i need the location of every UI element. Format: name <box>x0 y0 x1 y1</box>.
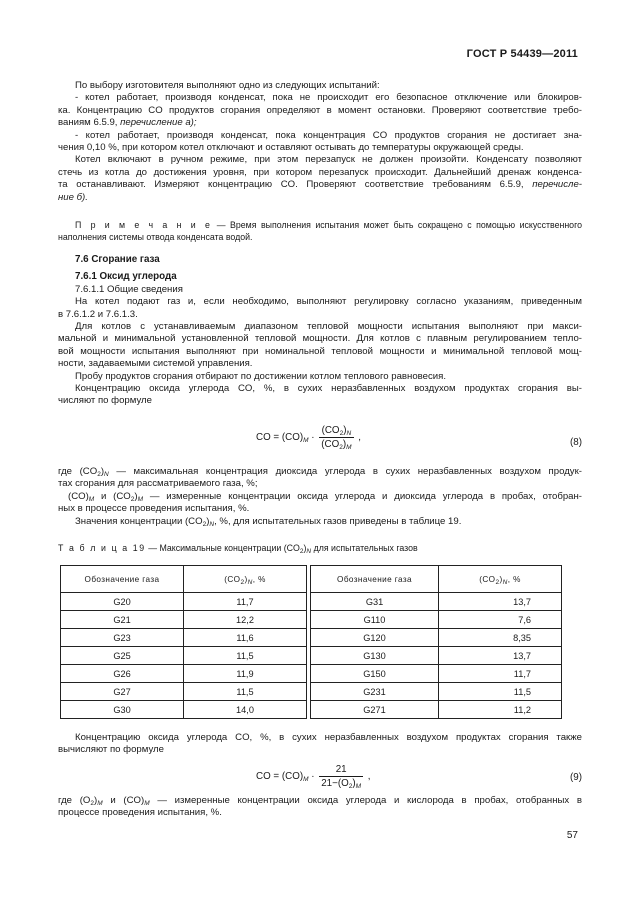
text-run: ) <box>134 490 138 502</box>
paragraph-line: Пробу продуктов сгорания отбирают по достижении котлом теплового равновесия. <box>75 370 446 382</box>
intro-line <box>58 192 582 204</box>
table-caption <box>58 543 418 553</box>
explanation-line: тах сгорания для рассматриваемого газа, %; <box>58 478 258 490</box>
explanation-line: ных в процессе проведения испытания, %. <box>58 503 250 515</box>
gas-cell: G231 <box>311 683 439 701</box>
fraction-numerator: 21 <box>319 764 363 777</box>
intro-line: По выбору изготовителя выполняют одно из следующих испытаний: <box>75 80 380 91</box>
paragraph-line: числяют по формуле <box>58 395 152 407</box>
table-row <box>61 611 562 629</box>
text-run: ) <box>94 795 98 806</box>
text-run: (CO <box>321 425 340 436</box>
explanation-line <box>58 491 582 503</box>
paragraph-line: Концентрацию оксида углерода CO, %, в сухих неразбавленных воздухом продуктах сгорания вы- <box>75 383 582 395</box>
text-run: — Время выполнения испытания может быть сокращено с помощью искусственного <box>212 220 582 230</box>
table-row <box>61 683 562 701</box>
header-gas-left: Обозначение газа <box>61 566 184 593</box>
explanation-line <box>58 516 582 528</box>
italic-run: перечисле- <box>532 179 582 191</box>
header-conc-right <box>439 566 562 593</box>
note-label: П р и м е ч а н и е <box>75 220 213 230</box>
subscript: N <box>247 578 253 586</box>
fraction-denominator <box>319 777 363 789</box>
subscript: M <box>144 800 150 807</box>
value-cell: 11,9 <box>184 665 307 683</box>
intro-line: - котел работает, производя конденсат, пока не происходит его безопасное отключение или блокиров- <box>75 92 582 104</box>
gas-cell: G120 <box>311 629 439 647</box>
formula-subscript: M <box>346 444 352 451</box>
explanation-line <box>58 795 582 807</box>
gas-cell: G30 <box>61 701 184 719</box>
table-19 <box>60 565 562 719</box>
gas-cell: G27 <box>61 683 184 701</box>
text-run: и (CO <box>94 490 131 502</box>
text-run: — измеренные концентрации оксида углерода и диоксида углерода в пробах, отобран- <box>143 490 582 502</box>
subsubsection-title: 7.6.1.1 Общие сведения <box>75 283 183 295</box>
paragraph-line: мальной и минимальной установленной тепловой мощности. Для котлов с плавным регулированием тепло- <box>58 333 582 345</box>
text-run: ) <box>343 425 347 436</box>
intro-line: - котел работает, производя конденсат, пока концентрация CO продуктов сгорания не достигает зна- <box>75 129 582 141</box>
text-run: и (CO) <box>102 795 145 806</box>
gas-cell: G110 <box>311 611 439 629</box>
value-cell: 14,0 <box>184 701 307 719</box>
text-run: ) <box>303 543 307 553</box>
document-header: ГОСТ Р 54439—2011 <box>466 48 578 60</box>
subscript: M <box>88 495 95 503</box>
formula-lhs: CO = (CO) <box>256 771 304 783</box>
value-cell: 11,5 <box>184 683 307 701</box>
text-run: , %, для испытательных газов приведены в таблице 19. <box>214 515 462 527</box>
intro-line <box>58 117 582 129</box>
text-run: ваниям 6.5.9, <box>58 117 121 129</box>
formula-subscript: M <box>303 437 309 445</box>
text-run: где (O <box>58 795 91 806</box>
note-line <box>58 219 582 231</box>
text-run: (CO <box>321 439 340 450</box>
formula-subscript: 2 <box>339 444 343 451</box>
gas-cell: G25 <box>61 647 184 665</box>
text-run: та останавливают. Измеряют концентрацию CO. Проверяют соответствие требованиям 6.5.9, <box>58 179 533 191</box>
paragraph-line: Концентрацию оксида углерода CO, %, в сухих неразбавленных воздухом продуктах сгорания также <box>75 732 582 743</box>
explanation-line <box>58 466 582 478</box>
subscript: N <box>209 520 215 528</box>
table-row <box>61 593 562 611</box>
gas-cell: G20 <box>61 593 184 611</box>
formula-operator: · <box>308 432 318 444</box>
text-run: (CO <box>224 574 241 584</box>
table-header-row <box>61 566 562 593</box>
formula-fraction <box>319 764 363 789</box>
text-run: для испытательных газов <box>311 543 418 553</box>
value-cell: 11,7 <box>439 665 562 683</box>
subscript: 2 <box>299 548 304 555</box>
value-cell: 11,5 <box>439 683 562 701</box>
text-run: Значения концентрации (CO <box>75 515 203 527</box>
intro-block <box>58 80 582 204</box>
table-row <box>61 701 562 719</box>
subscript: M <box>137 495 144 503</box>
text-run: ) <box>342 439 347 450</box>
table-row <box>61 647 562 665</box>
formula-subscript: M <box>355 783 362 790</box>
section-title: 7.6 Сгорание газа <box>75 254 160 265</box>
value-cell: 7,6 <box>439 611 562 629</box>
formula-fraction <box>319 425 353 450</box>
value-cell: 13,7 <box>439 647 562 665</box>
formula-8-explanation <box>58 466 582 528</box>
gas-cell: G31 <box>311 593 439 611</box>
text-run: 21−(O <box>321 778 349 789</box>
section-7-6 <box>58 254 582 408</box>
table-row <box>61 629 562 647</box>
paragraph-line: На котел подают газ и, если необходимо, выполняют регулировку согласно указаниям, приведенным <box>75 296 582 308</box>
text-run: ) <box>352 778 356 789</box>
subscript: 2 <box>97 471 101 478</box>
text-run: ) <box>100 466 105 477</box>
intro-line: чения 0,10 %, при котором котел отключают и оставляют остывать до температуры окружающей среды. <box>58 142 524 154</box>
subscript: M <box>97 800 103 807</box>
subscript: 2 <box>202 520 207 528</box>
gas-cell: G26 <box>61 665 184 683</box>
paragraph-line: вой мощности испытания выполняют при номинальной тепловой мощности и минимальной тепловой мощ- <box>58 345 582 357</box>
text-run: — измеренные концентрации оксида углерода и кислорода в пробах, отобранных в <box>149 795 583 806</box>
formula-tail: , <box>365 771 371 783</box>
fraction-numerator <box>319 425 353 438</box>
header-conc-left <box>184 566 307 593</box>
formula-subscript: 2 <box>339 430 344 437</box>
formula-lhs: CO = (CO) <box>256 432 304 444</box>
formula-9 <box>256 764 371 789</box>
value-cell: 11,5 <box>184 647 307 665</box>
subsection-title: 7.6.1 Оксид углерода <box>75 271 177 283</box>
intro-line: стечь из котла до достижения уровня, при котором перезапуск происходит. Дальнейший дренаж конденса- <box>58 166 582 178</box>
formula-9-explanation <box>58 795 582 820</box>
paragraph-line: вычисляют по формуле <box>58 744 164 756</box>
value-cell: 12,2 <box>184 611 307 629</box>
gas-cell: G271 <box>311 701 439 719</box>
paragraph-line: Для котлов с устанавливаемым диапазоном тепловой мощности испытания выполняют при макси- <box>75 321 582 333</box>
value-cell: 11,7 <box>184 593 307 611</box>
header-gas-right: Обозначение газа <box>311 566 439 593</box>
subscript: 2 <box>495 578 500 586</box>
paragraph-line: в 7.6.1.2 и 7.6.1.3. <box>58 308 138 320</box>
explanation-line: процессе проведения испытания, %. <box>58 807 222 819</box>
text-run: — Максимальные концентрации (CO <box>145 543 300 553</box>
formula-subscript: N <box>346 430 352 437</box>
text-run: (CO) <box>68 490 89 502</box>
value-cell: 11,6 <box>184 629 307 647</box>
text-run: ) <box>499 574 503 584</box>
formula-8 <box>256 425 361 450</box>
paragraph-line: ности, задаваемыми системой управления. <box>58 358 253 370</box>
formula-tail: , <box>355 432 361 444</box>
text-run: — максимальная концентрация диоксида углерода в сухих неразбавленных воздухом продук- <box>108 466 582 477</box>
formula-subscript: 2 <box>348 783 353 790</box>
subscript: N <box>104 471 109 478</box>
equation-number-8: (8) <box>570 437 582 448</box>
italic-run: перечисление а); <box>120 117 197 129</box>
caption-label: Т а б л и ц а 19 <box>58 543 146 553</box>
equation-number-9: (9) <box>570 772 582 783</box>
subscript: N <box>306 548 312 555</box>
intro-line: Котел включают в ручном режиме, при этом перезапуск не должен произойти. Конденсату позволяют <box>75 154 582 166</box>
text-run: , % <box>252 574 266 584</box>
note-line: наполнения системы отвода конденсата водой. <box>58 232 253 242</box>
intro-line: ка. Концентрацию CO продуктов сгорания определяют в момент остановки. Проверяют соответствие требо- <box>58 104 582 116</box>
text-run: (CO <box>479 574 496 584</box>
fraction-denominator <box>319 438 353 450</box>
value-cell: 11,2 <box>439 701 562 719</box>
gas-cell: G21 <box>61 611 184 629</box>
text-run: где (CO <box>58 466 98 477</box>
gas-cell: G150 <box>311 665 439 683</box>
page-number: 57 <box>566 830 578 841</box>
value-cell: 13,7 <box>439 593 562 611</box>
subscript: 2 <box>130 495 135 503</box>
formula-operator: · <box>308 771 318 783</box>
text-run: ) <box>206 515 210 527</box>
after-table-paragraph <box>58 732 582 757</box>
gas-cell: G23 <box>61 629 184 647</box>
gas-cell: G130 <box>311 647 439 665</box>
text-run: , % <box>507 574 521 584</box>
subscript: 2 <box>90 800 94 807</box>
intro-line <box>58 179 582 191</box>
value-cell: 8,35 <box>439 629 562 647</box>
italic-run: ние б). <box>58 191 88 203</box>
text-run: ) <box>244 574 248 584</box>
note-block <box>58 219 582 243</box>
subscript: 2 <box>240 578 245 586</box>
table-row <box>61 665 562 683</box>
formula-subscript: M <box>303 776 309 784</box>
subscript: N <box>502 578 508 586</box>
